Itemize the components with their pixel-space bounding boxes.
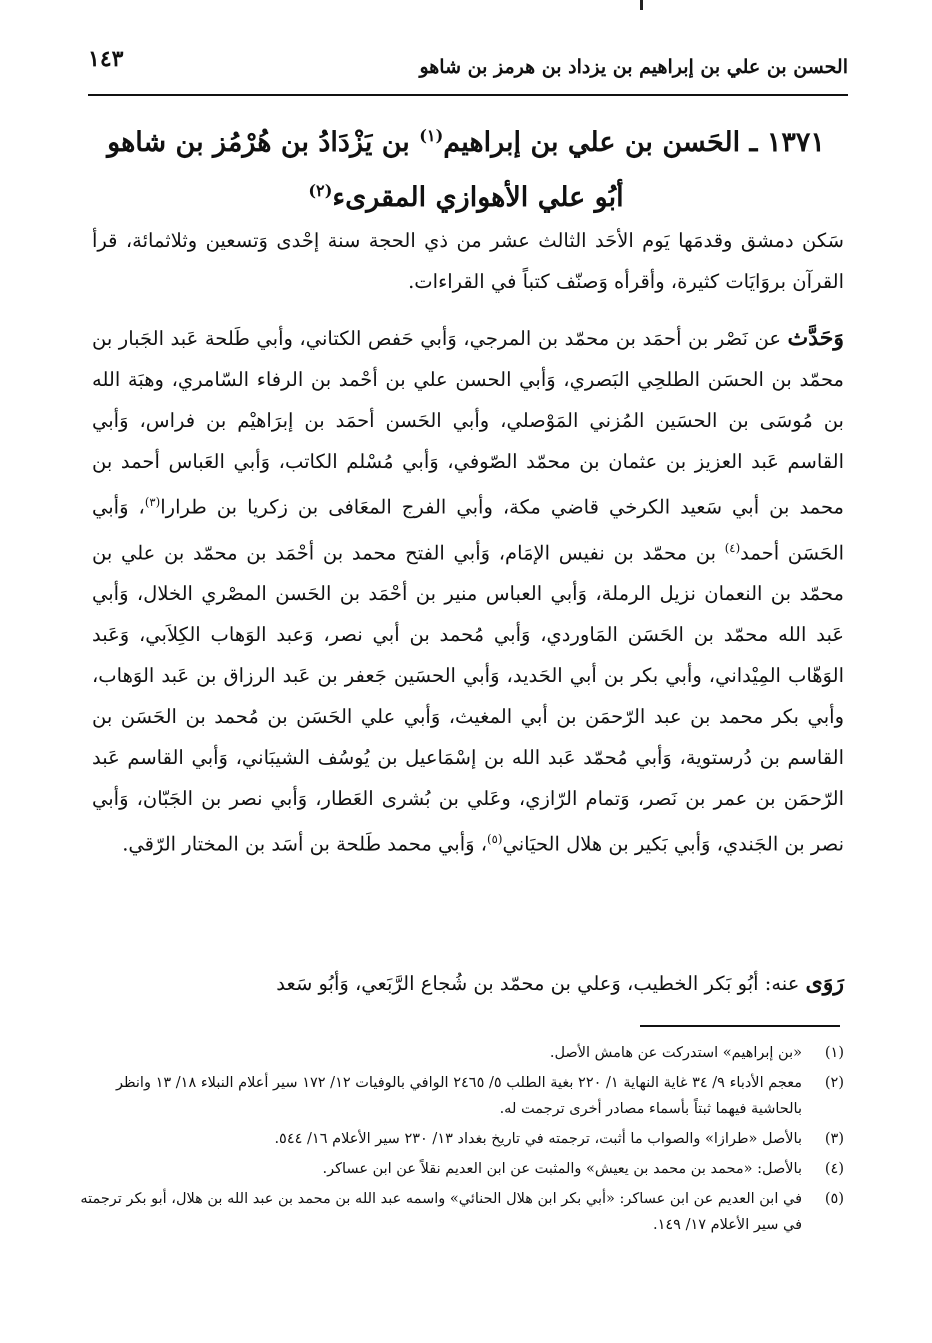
running-title: الحسن بن علي بن إبراهيم بن يزداد بن هرمز بن شاهو	[419, 56, 848, 78]
entry-title	[70, 112, 862, 222]
footnote-text: معجم الأدباء ٩/ ٣٤ غاية النهاية ١/ ٢٢٠ بغية الطلب ٥/ ٢٤٦٥ الوافي بالوفيات ١٢/ ١٧٢ سير أعلام النبلاء ١٨/ ١٣ وانظر بالحاشية فيهما ثبتاً بأسماء مصادر أخرى ترجمت له.	[116, 1075, 802, 1117]
footnote-number: (٣)	[824, 1131, 844, 1147]
footnote-ref-4: (٤)	[724, 540, 741, 555]
paragraph-students: رَوَى عنه: أبُو بَكر الخطيب، وَعلي بن محمّد بن شُجاع الرَّبَعي، وَأبُو سَعد	[276, 970, 844, 996]
footnote-ref-5: (٥)	[487, 832, 503, 846]
footnote	[80, 1156, 844, 1182]
footnote	[80, 1126, 844, 1152]
page-header	[88, 44, 848, 96]
lead-word-rawa: رَوَى	[805, 970, 844, 996]
footnote-ref-1: (١)	[419, 126, 444, 145]
lead-word-haddath: وَحَدَّث	[787, 325, 844, 351]
footnote-number: (٥)	[824, 1191, 844, 1207]
footnote-text: بالأصل «طرازا» والصواب ما أثبت، ترجمته في تاريخ بغداد ١٣/ ٢٣٠ سير الأعلام ١٦/ ٥٤٤.	[274, 1131, 802, 1147]
footnote	[80, 1186, 844, 1238]
entry-title-line-1: ١٣٧١ ـ الحَسن بن علي بن إبراهيم$^{(١)}$ بن يَزْدَادُ بن هُرْمُز بن شاهو	[107, 126, 825, 158]
footnote-divider	[640, 1025, 840, 1027]
footnote-number: (٤)	[824, 1161, 844, 1177]
footnote-ref-3: (٣)	[144, 495, 161, 509]
paragraph-teachers: وَحَدَّث عن نَصْر بن أحمَد بن محمّد بن المرجي، وَأبي حَفص الكتاني، وأبي طَلحة عَبد الجَبار بن محمّد بن الحسَن الطلحِي البَصري، وَأبي الحسن علي بن أحْمد بن الرفاء السّامري، وهبَة الله بن مُوسَى بن الحسَين المُزني المَوْصلي، وأبي الحَسن أحمَد بن إبرَاهيْم بن فراس، وَأبي القاسم عَبد العزيز بن عثمان بن محمّد الصّوفي، وَأبي مُسْلم الكاتب، وَأبي العَباس أحمد بن محمد بن أبي سَعيد الكرخي قاضي مكة، وأبي الفرج المعَافى بن زكريا بن طرارا$^{(٣)}$، وَأبي الحَسَن أحمد$^{(٤)}$ بن محمّد بن نفيس الإمَام، وَأبي الفتح محمد بن أحْمَد بن محمّد بن علي بن محمّد بن النعمان نزيل الرملة، وَأبي العباس منير بن أحْمَد بن الحَسن المصْري الخلال، وَأبي عَبد الله محمّد بن الحَسَن المَاوردي، وَأبي مُحمد بن أبي نصر، وَعبد الوَهاب الكِلاَبي، وَعَبد الوَهّاب المِيْداني، وأبي بكر بن أبي الحَديد، وَأبي الحسَين جَعفر بن عَبد الرزاق بن عَبد الوَهاب، وأبي بكر محمد بن عبد الرّحمَن بن أبي المغيث، وَأبي علي الحَسَن بن مُحمد بن الحَسَن بن القاسم بن دُرستوية، وَأبي مُحمّد عَبد الله بن إسْمَاعيل بن يُوسُف الشيبَاني، وَأبي القاسم عَبد الرّحمَن بن عمر بن نَصر، وَتمام الرّازي، وعَلي بن بُشرى العَطار، وَأبي نصر بن الجَبّان، وَأبي نصر بن الجَندي، وَأبي بَكير بن هلال الحيَاني$^{(٥)}$، وَأبي محمد طَلحة بن أسَد بن المختار الرّقي.	[92, 325, 844, 856]
footnote	[80, 1070, 844, 1122]
footnote-ref-2: (٢)	[308, 181, 333, 200]
footnote-number: (٢)	[824, 1075, 844, 1091]
paragraph-residence: سَكن دمشق وقدمَها يَوم الأحَد الثالث عشر من ذي الحجة سنة إحْدى وَتسعين وثلاثمائة، قرأ القرآن بروَايَات كثيرة، وأقرأه وَصنّف كتباً في القراءات.	[92, 229, 844, 293]
footnote-number: (١)	[824, 1045, 844, 1061]
footnote-text: «بن إبراهيم» استدركت عن هامش الأصل.	[549, 1045, 802, 1061]
page-number: ١٤٣	[88, 46, 124, 72]
footnote	[80, 1040, 844, 1066]
footnote-text: بالأصل: «محمد بن محمد بن يعيش» والمثبت عن ابن العديم نقلاً عن ابن عساكر.	[322, 1161, 802, 1177]
footnote-text: في ابن العديم عن ابن عساكر: «أبي بكر ابن هلال الحنائي» واسمه عبد الله بن محمد بن عبد الله بن هلال، أبو بكر ترجمته في سير الأعلام ١٧/ ١٤٩.	[80, 1191, 802, 1233]
entry-title-line-2: أبُو علي الأهوازي المقرىء$^{(٢)}$	[308, 181, 624, 213]
footnotes	[80, 1040, 844, 1242]
print-mark	[640, 0, 643, 10]
